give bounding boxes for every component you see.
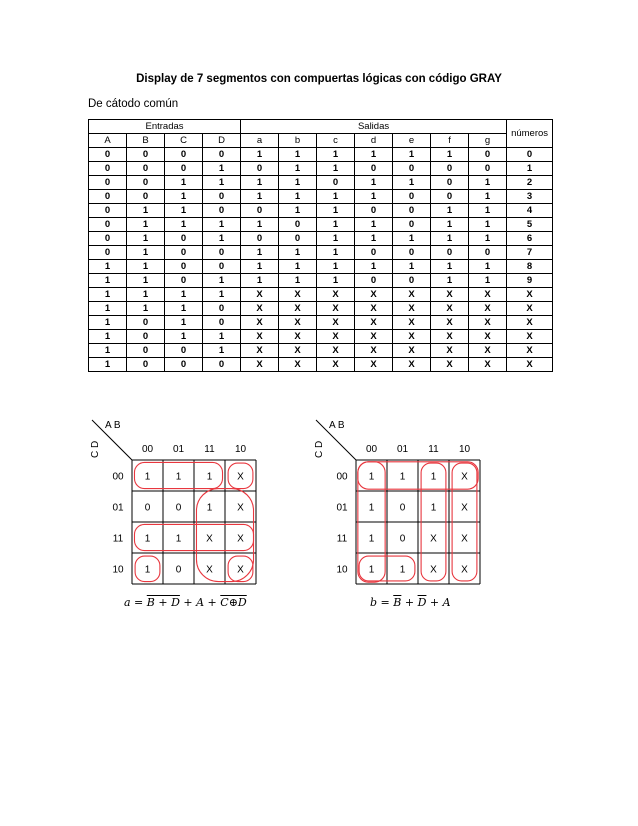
table-cell: 0 — [241, 232, 279, 246]
table-cell: X — [279, 344, 317, 358]
table-cell: 0 — [89, 246, 127, 260]
table-cell: 0 — [203, 316, 241, 330]
table-cell: 1 — [279, 246, 317, 260]
table-cell: X — [241, 358, 279, 372]
kmap-row-label: 00 — [336, 471, 348, 483]
table-cell: 0 — [393, 162, 431, 176]
equation-b-term2: $\overline{D}$ — [417, 596, 427, 609]
table-cell: 0 — [469, 246, 507, 260]
table-cell: 1 — [279, 260, 317, 274]
table-cell: 1 — [355, 190, 393, 204]
table-cell: 1 — [127, 260, 165, 274]
table-cell: 1 — [203, 274, 241, 288]
table-cell: X — [355, 288, 393, 302]
table-cell: X — [507, 288, 553, 302]
kmap-cell: X — [237, 533, 244, 545]
table-cell: 1 — [431, 274, 469, 288]
table-cell: 0 — [203, 148, 241, 162]
table-cell: 1 — [127, 288, 165, 302]
table-cell: X — [279, 302, 317, 316]
table-cell: 1 — [431, 218, 469, 232]
column-header: b — [279, 134, 317, 148]
table-cell: 0 — [355, 274, 393, 288]
table-cell: 1 — [165, 176, 203, 190]
table-cell: 1 — [469, 232, 507, 246]
table-cell: 1 — [203, 288, 241, 302]
kmap-cell: 1 — [368, 502, 375, 514]
table-cell: X — [355, 330, 393, 344]
kmap-cell: 1 — [206, 471, 213, 483]
table-cell: X — [355, 316, 393, 330]
table-cell: X — [355, 344, 393, 358]
table-cell: X — [393, 344, 431, 358]
table-cell: X — [469, 344, 507, 358]
kmap-cell: X — [206, 564, 213, 576]
kmap-row-label: 10 — [336, 564, 348, 576]
table-cell: 0 — [89, 218, 127, 232]
table-cell: 0 — [203, 190, 241, 204]
table-cell: 1 — [355, 218, 393, 232]
table-cell: 1 — [469, 218, 507, 232]
table-cell: 0 — [203, 260, 241, 274]
table-cell: 0 — [279, 218, 317, 232]
table-cell: X — [317, 316, 355, 330]
table-cell: 1 — [355, 176, 393, 190]
table-cell: 1 — [317, 204, 355, 218]
table-cell: 1 — [241, 274, 279, 288]
table-cell: X — [431, 344, 469, 358]
table-cell: X — [317, 330, 355, 344]
table-cell: 1 — [317, 162, 355, 176]
kmap-col-label: 11 — [428, 444, 439, 455]
kmap-cell: X — [461, 502, 468, 514]
table-cell: 1 — [203, 162, 241, 176]
kmap-cell: 1 — [175, 533, 182, 545]
table-cell: 1 — [241, 246, 279, 260]
table-cell: X — [279, 330, 317, 344]
table-cell: 0 — [127, 148, 165, 162]
kmap-b — [314, 420, 480, 584]
table-cell: 1 — [317, 148, 355, 162]
kmap-a — [90, 420, 256, 584]
table-cell: 1 — [431, 232, 469, 246]
column-header: C — [165, 134, 203, 148]
kmap-cell: 1 — [368, 533, 375, 545]
table-cell: 0 — [431, 162, 469, 176]
kmap-cell: 1 — [206, 502, 213, 514]
table-cell: 1 — [355, 260, 393, 274]
table-cell: 1 — [241, 148, 279, 162]
table-cell: X — [241, 302, 279, 316]
table-cell: 1 — [89, 316, 127, 330]
table-cell: 1 — [89, 358, 127, 372]
kmap-cell: X — [461, 533, 468, 545]
equation-a-term2: C⊕D — [220, 596, 247, 609]
table-cell: X — [355, 302, 393, 316]
table-cell: 0 — [89, 232, 127, 246]
table-cell: X — [431, 358, 469, 372]
table-cell: 0 — [127, 176, 165, 190]
table-cell: 1 — [317, 246, 355, 260]
table-cell: 1 — [279, 148, 317, 162]
table-cell: X — [393, 358, 431, 372]
table-cell: 1 — [203, 176, 241, 190]
column-header: A — [89, 134, 127, 148]
table-cell: 1 — [89, 302, 127, 316]
table-cell: 1 — [203, 344, 241, 358]
table-cell: X — [431, 316, 469, 330]
table-cell: 0 — [203, 204, 241, 218]
equation-b-prefix: b = — [370, 596, 394, 609]
table-cell: 0 — [165, 232, 203, 246]
table-cell: 0 — [393, 274, 431, 288]
table-cell: 1 — [89, 330, 127, 344]
table-cell: X — [317, 288, 355, 302]
table-cell: 0 — [165, 274, 203, 288]
table-cell: 1 — [89, 344, 127, 358]
kmap-row-label: 01 — [112, 502, 124, 514]
table-cell: 0 — [165, 260, 203, 274]
column-header: B — [127, 134, 165, 148]
table-cell: 9 — [507, 274, 553, 288]
table-cell: 0 — [89, 176, 127, 190]
table-cell: 1 — [469, 260, 507, 274]
table-cell: 1 — [127, 302, 165, 316]
table-cell: 1 — [241, 176, 279, 190]
table-cell: 1 — [165, 302, 203, 316]
table-cell: 1 — [507, 162, 553, 176]
table-cell: 0 — [241, 162, 279, 176]
table-cell: 1 — [317, 190, 355, 204]
table-cell: 0 — [89, 148, 127, 162]
equation-a — [124, 596, 247, 609]
kmap-col-label: 10 — [458, 444, 471, 455]
table-cell: 0 — [127, 162, 165, 176]
table-cell: 0 — [469, 148, 507, 162]
table-cell: 1 — [393, 176, 431, 190]
table-cell: 0 — [393, 190, 431, 204]
table-cell: X — [469, 302, 507, 316]
kmap-cell: X — [237, 502, 244, 514]
kmap-cell: 1 — [399, 471, 406, 483]
kmap-corner-left: C D — [90, 440, 101, 458]
document-title: Display de 7 segmentos con compuertas lógicas con código GRAY — [136, 73, 502, 85]
table-cell: 1 — [355, 148, 393, 162]
group-header-numeros: números — [507, 120, 553, 148]
kmap-cell: 1 — [399, 564, 406, 576]
table-cell: 0 — [355, 162, 393, 176]
kmap-col-label: 00 — [365, 444, 378, 455]
table-cell: 1 — [127, 204, 165, 218]
table-cell: X — [393, 302, 431, 316]
table-cell: 0 — [89, 204, 127, 218]
table-cell: X — [317, 302, 355, 316]
table-cell: 0 — [431, 246, 469, 260]
kmap-cell: 0 — [399, 502, 406, 514]
kmap-col-label: 01 — [172, 444, 185, 455]
column-header: c — [317, 134, 355, 148]
table-cell: X — [393, 316, 431, 330]
column-header: e — [393, 134, 431, 148]
table-cell: 0 — [127, 358, 165, 372]
table-cell: X — [431, 288, 469, 302]
table-cell: X — [241, 330, 279, 344]
table-cell: 0 — [165, 162, 203, 176]
table-cell: X — [241, 316, 279, 330]
kmap-cell: 1 — [175, 471, 182, 483]
kmap-cell: 0 — [175, 564, 182, 576]
table-cell: 0 — [89, 190, 127, 204]
column-header: a — [241, 134, 279, 148]
table-cell: 1 — [431, 260, 469, 274]
table-cell: 1 — [241, 218, 279, 232]
kmap-corner-top: A B — [329, 420, 345, 431]
table-cell: 1 — [317, 274, 355, 288]
table-cell: 1 — [469, 274, 507, 288]
table-cell: 0 — [241, 204, 279, 218]
table-cell: 0 — [127, 330, 165, 344]
table-cell: X — [507, 330, 553, 344]
table-cell: X — [279, 358, 317, 372]
table-cell: 1 — [241, 260, 279, 274]
table-cell: X — [507, 316, 553, 330]
table-cell: 0 — [355, 246, 393, 260]
table-cell: X — [431, 302, 469, 316]
equation-b-suffix: + A — [426, 596, 451, 609]
table-cell: 1 — [355, 232, 393, 246]
table-cell: X — [279, 316, 317, 330]
table-cell: 1 — [89, 288, 127, 302]
table-cell: 4 — [507, 204, 553, 218]
kmap-cell: X — [461, 471, 468, 483]
table-cell: 0 — [355, 204, 393, 218]
table-cell: X — [469, 358, 507, 372]
table-cell: 1 — [279, 190, 317, 204]
kmap-cell: 0 — [144, 502, 151, 514]
table-cell: 1 — [165, 288, 203, 302]
kmap-corner-left: C D — [314, 440, 325, 458]
kmap-cell: X — [237, 471, 244, 483]
kmap-cell: 1 — [144, 471, 151, 483]
table-cell: 1 — [165, 316, 203, 330]
table-cell: X — [469, 316, 507, 330]
table-cell: 0 — [203, 246, 241, 260]
column-header: f — [431, 134, 469, 148]
table-cell: 0 — [165, 246, 203, 260]
table-cell: 0 — [507, 148, 553, 162]
table-cell: X — [469, 330, 507, 344]
kmap-cell: X — [430, 564, 437, 576]
column-header: g — [469, 134, 507, 148]
table-cell: 1 — [469, 190, 507, 204]
table-cell: 1 — [165, 190, 203, 204]
kmap-col-label: 11 — [204, 444, 215, 455]
table-cell: X — [431, 330, 469, 344]
table-cell: X — [507, 344, 553, 358]
table-cell: 1 — [127, 218, 165, 232]
table-cell: 1 — [431, 204, 469, 218]
table-cell: 0 — [203, 358, 241, 372]
group-header-salidas: Salidas — [241, 120, 507, 134]
table-cell: 8 — [507, 260, 553, 274]
table-cell: 1 — [279, 204, 317, 218]
table-cell: 0 — [165, 148, 203, 162]
kmap-cell: 0 — [399, 533, 406, 545]
equation-a-prefix: a = — [124, 596, 147, 609]
table-cell: 1 — [127, 246, 165, 260]
table-cell: 1 — [393, 148, 431, 162]
table-cell: 1 — [431, 148, 469, 162]
table-cell: 1 — [279, 162, 317, 176]
table-cell: X — [241, 288, 279, 302]
kmap-row-label: 11 — [112, 533, 124, 545]
table-cell: 7 — [507, 246, 553, 260]
kmap-cell: 0 — [175, 502, 182, 514]
table-cell: 1 — [393, 232, 431, 246]
table-cell: X — [393, 330, 431, 344]
table-cell: 1 — [165, 204, 203, 218]
table-cell: 1 — [89, 274, 127, 288]
kmap-col-label: 10 — [234, 444, 247, 455]
table-cell: 3 — [507, 190, 553, 204]
column-header: D — [203, 134, 241, 148]
kmap-cell: 1 — [430, 502, 437, 514]
kmap-row-label: 10 — [112, 564, 124, 576]
table-cell: 1 — [165, 218, 203, 232]
kmap-cell: 1 — [368, 471, 375, 483]
kmap-cell: 1 — [430, 471, 437, 483]
table-cell: X — [507, 358, 553, 372]
table-cell: X — [279, 288, 317, 302]
table-cell: 1 — [393, 260, 431, 274]
table-cell: 0 — [203, 302, 241, 316]
table-cell: 5 — [507, 218, 553, 232]
equation-b-term1: $\overline{B}$ — [393, 596, 402, 609]
kmap-cell: X — [430, 533, 437, 545]
table-cell: 1 — [127, 232, 165, 246]
kmap-cell: 1 — [144, 564, 151, 576]
equation-b — [370, 596, 451, 609]
kmap-cell: 1 — [144, 533, 151, 545]
table-cell: 1 — [279, 176, 317, 190]
kmap-corner-top: A B — [105, 420, 121, 431]
table-cell: 1 — [317, 260, 355, 274]
table-cell: X — [469, 288, 507, 302]
table-cell: 0 — [393, 204, 431, 218]
table-cell: 1 — [469, 176, 507, 190]
table-cell: 1 — [165, 330, 203, 344]
table-cell: 0 — [317, 176, 355, 190]
table-cell: 1 — [317, 218, 355, 232]
table-cell: 0 — [127, 190, 165, 204]
table-cell: X — [317, 344, 355, 358]
table-cell: 0 — [393, 246, 431, 260]
kmap-col-label: 00 — [141, 444, 154, 455]
kmap-row-label: 01 — [336, 502, 348, 514]
table-cell: 1 — [203, 330, 241, 344]
table-cell: 1 — [203, 218, 241, 232]
group-header-entradas: Entradas — [89, 120, 241, 134]
table-cell: 0 — [165, 344, 203, 358]
table-cell: X — [355, 358, 393, 372]
equation-b-rest: + — [401, 596, 418, 609]
table-cell: 0 — [431, 176, 469, 190]
table-cell: 0 — [431, 190, 469, 204]
table-cell: 1 — [241, 190, 279, 204]
table-cell: 0 — [89, 162, 127, 176]
equation-a-term1: B + D — [146, 596, 180, 609]
table-cell: 1 — [317, 232, 355, 246]
table-cell: 1 — [127, 274, 165, 288]
kmap-cell: X — [237, 564, 244, 576]
table-cell: X — [393, 288, 431, 302]
kmap-cell: X — [461, 564, 468, 576]
kmap-row-label: 11 — [336, 533, 348, 545]
table-cell: X — [317, 358, 355, 372]
table-cell: 1 — [279, 274, 317, 288]
table-cell: 0 — [127, 316, 165, 330]
table-cell: 0 — [469, 162, 507, 176]
kmap-row-label: 00 — [112, 471, 124, 483]
table-cell: 0 — [165, 358, 203, 372]
table-cell: 0 — [393, 218, 431, 232]
table-cell: 0 — [127, 344, 165, 358]
equation-a-rest: + A + — [179, 596, 221, 609]
document-subtitle: De cátodo común — [88, 98, 179, 110]
kmap-col-label: 01 — [396, 444, 409, 455]
column-header: d — [355, 134, 393, 148]
table-cell: 1 — [89, 260, 127, 274]
table-cell: 1 — [203, 232, 241, 246]
kmap-cell: 1 — [368, 564, 375, 576]
table-cell: 6 — [507, 232, 553, 246]
table-cell: 0 — [279, 232, 317, 246]
kmap-cell: X — [206, 533, 213, 545]
table-cell: X — [507, 302, 553, 316]
table-cell: X — [241, 344, 279, 358]
table-cell: 2 — [507, 176, 553, 190]
table-cell: 1 — [469, 204, 507, 218]
